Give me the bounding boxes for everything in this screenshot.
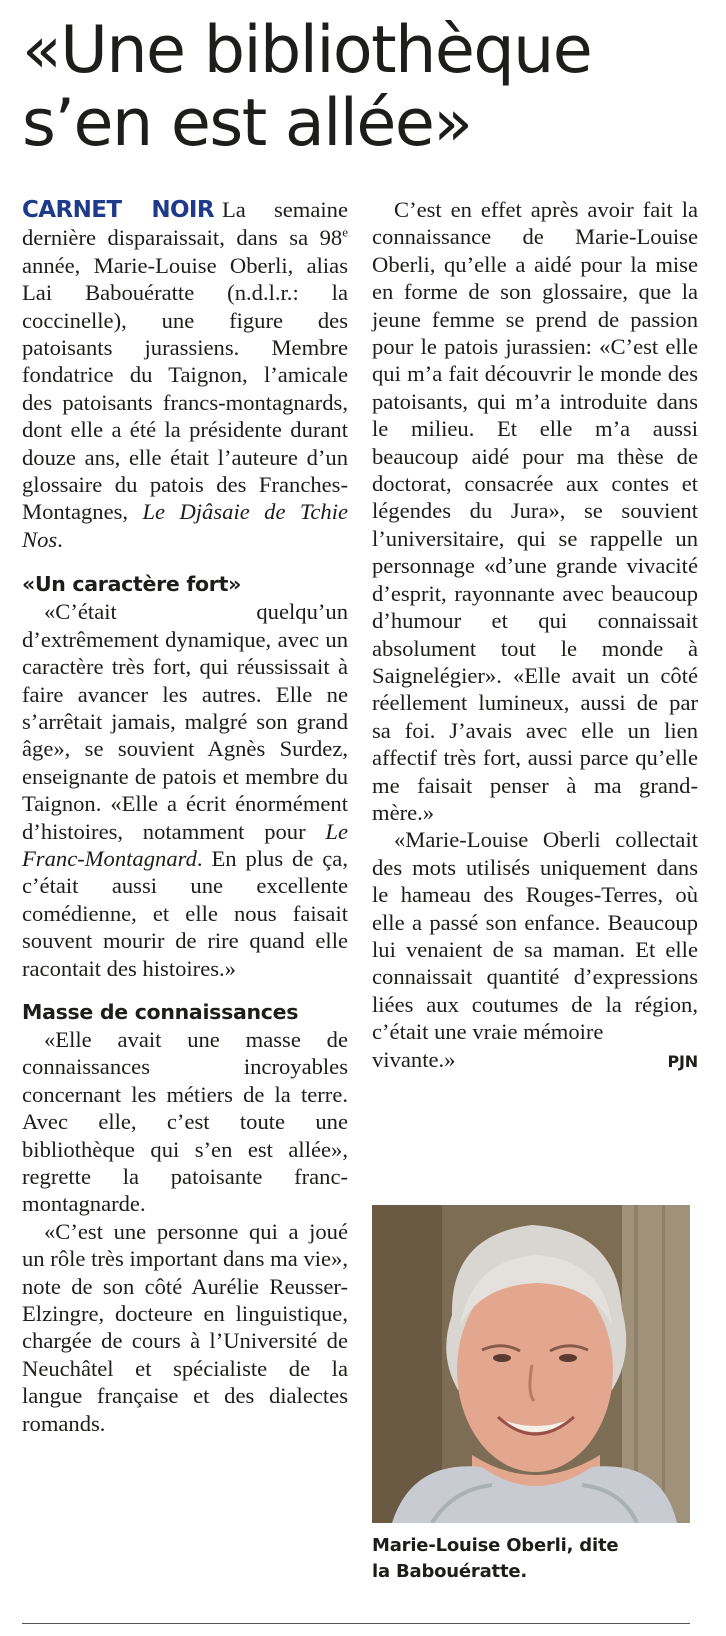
ordinal-superscript: e — [342, 224, 348, 240]
column-right — [372, 196, 698, 1075]
book-title: Le Djâsaie de Tchie Nos — [22, 499, 349, 552]
kicker-carnet-noir: CARNET NOIR — [22, 197, 214, 223]
portrait-illustration — [372, 1205, 690, 1523]
intro-paragraph — [22, 196, 348, 553]
title-line-2: s’en est allée» — [22, 86, 472, 161]
intro-text-b: année, Marie-Louise Oberli, alias Lai Babouératte (n.d.l.r.: la coccinelle), une figure des patoisants jurassiens. Membre fondatrice du Taignon, l’amicale des patoisants francs-montagnards, dont elle a été la présidente durant douze ans, elle était l’auteure d’un glossaire du patois des Franches-Montagnes, — [22, 252, 348, 525]
author-signature: PJN — [667, 1051, 698, 1071]
column-left — [22, 196, 348, 1437]
newspaper-title: Le Franc-Montagnard — [22, 818, 348, 871]
closing-word: vivante.» — [372, 1046, 456, 1072]
portrait-photo — [372, 1205, 690, 1523]
paragraph-rouges-terres: «Marie-Louise Oberli collectait des mots utilisés uniquement dans le hameau des Rouges-Terres, où elle a passé son enfance. Beaucoup lui venaient de sa maman. Et elle connaissait quantité d’expressions liées aux coutumes de la région, c’était une vraie mémoire — [372, 827, 698, 1045]
paragraph-surdez-a: «C’était quelqu’un d’extrêmement dynamique, avec un caractère très fort, qui réussissait à faire avancer les autres. Elle ne s’arrêtait jamais, malgré son grand âge», se souvient Agnès Surdez, enseignante de patois et membre du Taignon. «Elle a écrit énormément d’histoires, notamment pour — [22, 599, 348, 844]
paragraph-bibliotheque: «Elle avait une masse de connaissances incroyables concernant les métiers de la terre. Avec elle, c’est toute une bibliothèque qui s’en est allée», regrette la patoisante franc-montagnarde. — [22, 1026, 348, 1217]
paragraph-reusser: «C’est une personne qui a joué un rôle très important dans ma vie», note de son côté Aurélie Reusser-Elzingre, docteure en linguistique, chargée de cours à l’Université de Neuchâtel et spécialiste de la langue française et des dialectes romands. — [22, 1218, 348, 1436]
caption-line-2: la Babouératte. — [372, 1561, 528, 1582]
article-title — [22, 14, 712, 160]
intro-text-end: . — [57, 526, 63, 552]
subhead-caractere-fort: «Un caractère fort» — [22, 572, 242, 597]
bottom-rule — [22, 1623, 690, 1624]
subhead-masse-connaissances: Masse de connaissances — [22, 999, 299, 1024]
title-line-1: «Une bibliothèque — [22, 13, 592, 88]
caption-line-1: Marie-Louise Oberli, dite — [372, 1535, 619, 1556]
paragraph-surdez-b: . En plus de ça, c’était aussi une excellente comédienne, et elle nous faisait souvent mourir de rire quand elle racontait des histoires.» — [22, 845, 348, 981]
photo-caption — [372, 1533, 698, 1585]
closing-line — [372, 1046, 698, 1075]
intro-text-a: La semaine dernière disparaissait, dans sa 98 — [22, 197, 348, 251]
paragraph-universitaire: C’est en effet après avoir fait la connaissance de Marie-Louise Oberli, qu’elle a aidé pour la mise en forme de son glossaire, que la jeune femme se prend de passion pour le patois jurassien: «C’est elle qui m’a fait découvrir le monde des patoisants, qui m’a introduite dans le milieu. Et elle m’a aussi beaucoup aidé pour ma thèse de doctorat, consacrée aux contes et légendes du Jura», se souvient l’universitaire, qui se rappelle un personnage «d’une grande vivacité d’esprit, rayonnante avec beaucoup d’humour et qui connaissait absolument tout le monde à Saignelégier». «Elle avait un côté réellement lumineux, aussi de par sa foi. J’avais avec elle un lien affectif très fort, aussi parce qu’elle me faisait penser à ma grand-mère.» — [372, 197, 698, 825]
paragraph-surdez — [22, 598, 348, 982]
